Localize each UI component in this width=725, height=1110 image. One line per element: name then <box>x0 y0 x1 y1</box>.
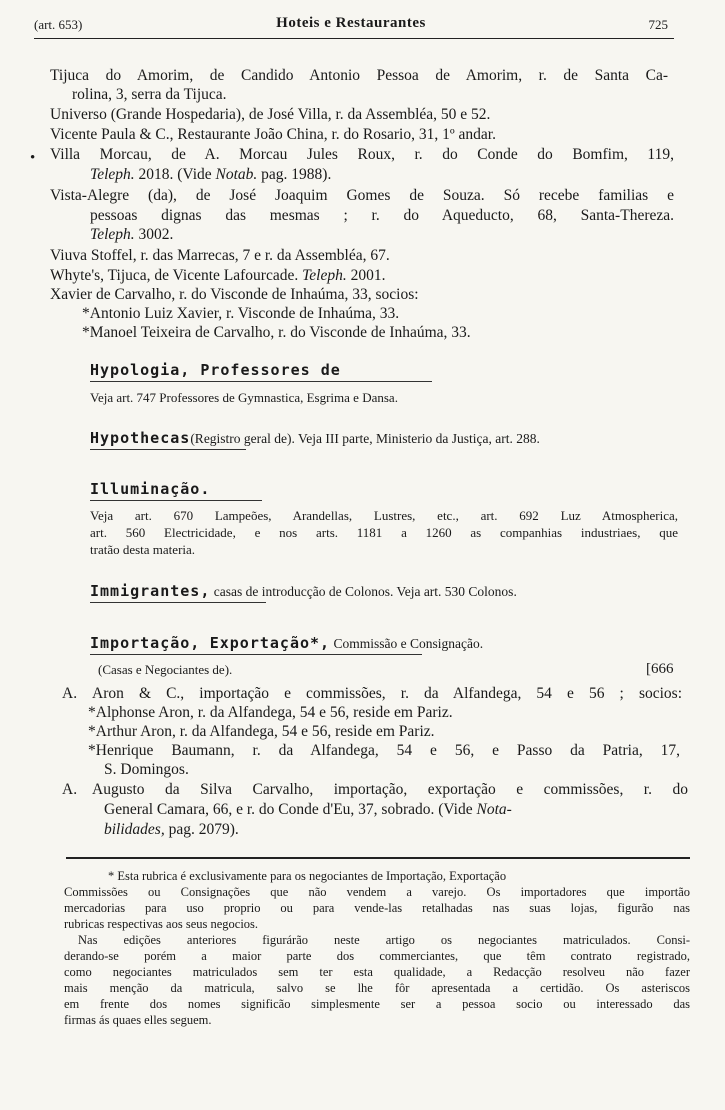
footnote-line: rubricas respectivas aos seus negocios. <box>64 917 259 931</box>
entry-tijuca-line2: rolina, 3, serra da Tijuca. <box>72 86 227 103</box>
running-header <box>34 14 668 36</box>
merchant-aron-socio1: *Alphonse Aron, r. da Alfandega, 54 e 56, reside em Pariz. <box>88 704 453 721</box>
merchant-aron-socio3-cont: S. Domingos. <box>104 761 189 778</box>
footnote-line: firmas ás quaes elles seguem. <box>64 1013 212 1027</box>
section-hypothecas-heading: Hypothecas(Registro geral de). Veja III parte, Ministerio da Justiça, art. 288. <box>90 429 540 447</box>
section-illuminacao-line2: art. 560 Electricidade, e nos arts. 1181 a 1260 as companhias industriaes, que <box>90 525 678 540</box>
entry-xavier: Xavier de Carvalho, r. do Visconde de Inhaúma, 33, socios: <box>50 286 419 303</box>
entry-vicente-paula: Vicente Paula & C., Restaurante João China, r. do Rosario, 31, 1º andar. <box>50 126 496 143</box>
footnote-line: como negociantes matriculados sem ter esta qualidade, a Redacção resolveu não fazer <box>64 965 690 979</box>
section-underline <box>90 602 266 603</box>
footnote-line: mais menção da matricula, salvo se lhe fôr apresentada a certidão. Os asteriscos <box>64 981 690 995</box>
footnote-line: em frente dos nomes significão simplesmente ser a pessoa socio ou interessado das <box>64 997 690 1011</box>
header-rule <box>34 38 674 39</box>
entry-viuva-stoffel: Viuva Stoffel, r. das Marrecas, 7 e r. da Assembléa, 67. <box>50 247 390 264</box>
merchant-aron-socio2: *Arthur Aron, r. da Alfandega, 54 e 56, reside em Pariz. <box>88 723 435 740</box>
entry-vista-alegre-line1: Vista-Alegre (da), de José Joaquim Gomes de Souza. Só recebe familias e <box>50 187 674 204</box>
section-importacao-ref: [666 <box>646 661 674 677</box>
footnote-line: Commissões ou Consignações que não vendem a varejo. Os importadores que importão <box>64 885 690 899</box>
footnote-line: Nas edições anteriores figurárão neste artigo os negociantes matriculados. Consi- <box>78 933 690 947</box>
footnote-line: mercadorias para uso proprio ou para vende-las retalhadas nas suas lojas, figurão nas <box>64 901 690 915</box>
section-importacao-heading: Importação, Exportação*, Commissão e Consignação. <box>90 634 484 652</box>
entry-xavier-socio1: *Antonio Luiz Xavier, r. Visconde de Inhaúma, 33. <box>82 305 400 322</box>
section-underline <box>90 500 262 501</box>
merchant-aron: Aron & C., importação e commissões, r. da Alfandega, 54 e 56 ; socios: <box>92 685 682 702</box>
section-illuminacao-line1: Veja art. 670 Lampeões, Arandellas, Lustres, etc., art. 692 Luz Atmospherica, <box>90 508 678 523</box>
entry-xavier-socio2: *Manoel Teixeira de Carvalho, r. do Visconde de Inhaúma, 33. <box>82 324 471 341</box>
merchant-aron-socio3: *Henrique Baumann, r. da Alfandega, 54 e 56, e Passo da Patria, 17, <box>88 742 680 759</box>
page-title: Hoteis e Restaurantes <box>276 15 426 31</box>
article-range: (art. 653) <box>34 17 83 32</box>
section-underline <box>90 381 432 382</box>
entry-villa-morcau-line2: Teleph. 2018. (Vide Notab. pag. 1988). <box>90 166 332 183</box>
section-illuminacao-line3: tratão desta materia. <box>90 542 196 557</box>
entry-vista-alegre-line3: Teleph. 3002. <box>90 226 174 243</box>
merchant-augusto-line2: General Camara, 66, e r. do Conde d'Eu, 37, sobrado. (Vide Nota- <box>104 801 512 818</box>
section-hypologia-heading: Hypologia, Professores de <box>90 361 341 379</box>
section-immigrantes-heading: Immigrantes, casas de introducção de Colonos. Veja art. 530 Colonos. <box>90 582 517 600</box>
footnote-line: * Esta rubrica é exclusivamente para os negociantes de Importação, Exportação <box>108 869 507 883</box>
entry-tijuca-line1: Tijuca do Amorim, de Candido Antonio Pessoa de Amorim, r. de Santa Ca- <box>50 67 668 84</box>
merchant-letter: A. <box>62 685 78 702</box>
page-number: 725 <box>648 17 668 32</box>
footnote-line: derando-se porém a maior parte dos commerciantes, que têm contrato registrado, <box>64 949 690 963</box>
entry-whytes: Whyte's, Tijuca, de Vicente Lafourcade. Teleph. 2001. <box>50 267 386 284</box>
entry-vista-alegre-line2: pessoas dignas das mesmas ; r. do Aqueducto, 68, Santa-Thereza. <box>90 207 674 224</box>
entry-villa-morcau-line1: Villa Morcau, de A. Morcau Jules Roux, r. do Conde do Bomfim, 119, <box>50 146 674 163</box>
margin-mark: • <box>30 150 36 166</box>
section-hypologia-text: Veja art. 747 Professores de Gymnastica, Esgrima e Dansa. <box>90 390 398 405</box>
merchant-augusto-line3: bilidades, pag. 2079). <box>104 821 239 838</box>
footnote-rule <box>66 857 690 859</box>
merchant-letter: A. <box>62 781 78 798</box>
entry-universo: Universo (Grande Hospedaria), de José Villa, r. da Assembléa, 50 e 52. <box>50 106 491 123</box>
merchant-augusto-line1: Augusto da Silva Carvalho, importação, exportação e commissões, r. do <box>92 781 688 798</box>
section-underline <box>90 449 246 450</box>
section-importacao-subtitle: (Casas e Negociantes de). <box>98 662 233 677</box>
section-underline <box>90 654 422 655</box>
section-illuminacao-heading: Illuminação. <box>90 480 211 498</box>
